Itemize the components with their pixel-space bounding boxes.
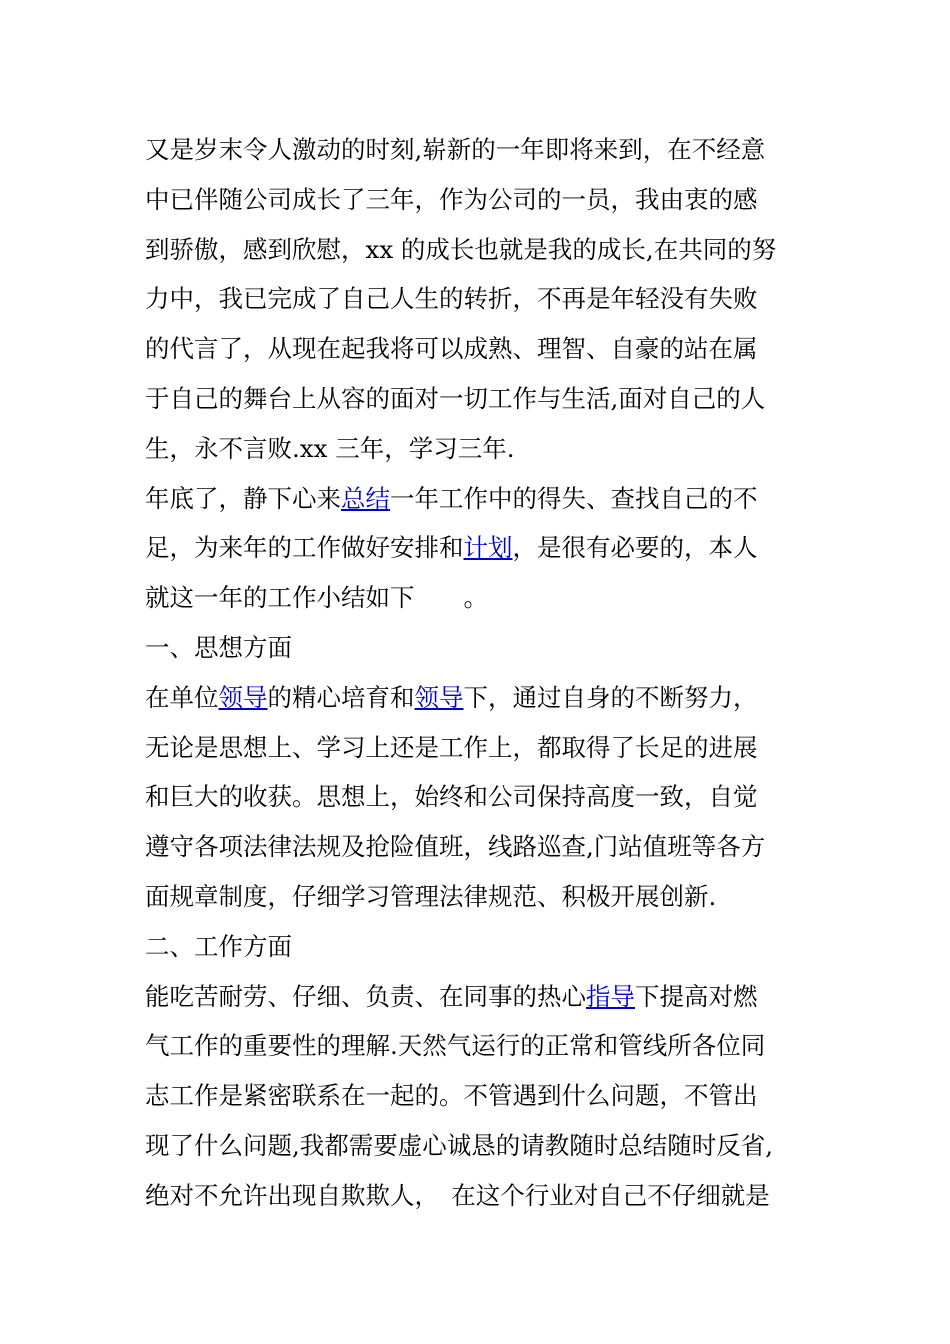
text-line bbox=[145, 772, 815, 822]
text-segment: 能吃苦耐劳、仔细、负责、在同事的热心 bbox=[145, 981, 586, 1011]
inline-link[interactable]: 计划 bbox=[463, 533, 513, 563]
text-segment: 现了什么问题,我都需要虚心诚恳的请教随时总结随时反省, bbox=[145, 1130, 774, 1160]
inline-link[interactable]: 指导 bbox=[586, 981, 635, 1011]
text-line bbox=[145, 523, 815, 573]
text-line bbox=[145, 1071, 815, 1121]
text-segment: 的代言了，从现在起我将可以成熟、理智、自豪的站在属 bbox=[145, 334, 758, 364]
text-segment: 又是岁末令人激动的时刻,崭新的一年即将来到，在不经意 bbox=[145, 135, 766, 164]
text-line bbox=[145, 125, 815, 175]
inline-link[interactable]: 领导 bbox=[414, 682, 464, 712]
text-segment: 绝对不允许出现自欺欺人， 在这个行业对自己不仔细就是 bbox=[145, 1180, 770, 1210]
text-line bbox=[145, 324, 815, 374]
text-line bbox=[145, 1121, 815, 1171]
text-segment: 无论是思想上、学习上还是工作上，都取得了长足的进展 bbox=[145, 732, 758, 762]
text-line bbox=[145, 972, 815, 1022]
text-segment: ，是很有必要的，本人 bbox=[512, 533, 758, 563]
text-segment: 年底了，静下心来 bbox=[145, 483, 341, 513]
text-line bbox=[145, 1021, 815, 1071]
text-segment: 面规章制度，仔细学习管理法律规范、积极开展创新. bbox=[145, 881, 717, 911]
text-segment: 一年工作中的得失、查找自己的不 bbox=[390, 483, 758, 513]
text-segment: 在单位 bbox=[145, 682, 219, 712]
text-segment: 力中，我已完成了自己人生的转折，不再是年轻没有失败 bbox=[145, 284, 758, 314]
document-body bbox=[145, 125, 815, 1221]
text-segment: 二、工作方面 bbox=[145, 931, 292, 961]
text-line bbox=[145, 723, 815, 773]
text-line bbox=[145, 225, 815, 275]
text-line bbox=[145, 573, 815, 623]
text-segment: 于自己的舞台上从容的面对一切工作与生活,面对自己的人 bbox=[145, 383, 766, 413]
text-segment: 和巨大的收获。思想上，始终和公司保持高度一致，自觉 bbox=[145, 782, 758, 812]
text-segment: 志工作是紧密联系在一起的。不管遇到什么问题，不管出 bbox=[145, 1081, 758, 1111]
text-line bbox=[145, 424, 815, 474]
inline-link[interactable]: 领导 bbox=[218, 682, 268, 712]
text-segment: 就这一年的工作小结如下 。 bbox=[145, 583, 488, 613]
text-segment: 足，为来年的工作做好安排和 bbox=[145, 533, 464, 563]
text-line bbox=[145, 822, 815, 872]
text-line bbox=[145, 1171, 815, 1221]
text-line bbox=[145, 474, 815, 524]
text-line bbox=[145, 922, 815, 972]
text-line bbox=[145, 872, 815, 922]
inline-link[interactable]: 总结 bbox=[341, 483, 390, 513]
text-segment: 下，通过自身的不断努力， bbox=[463, 682, 758, 712]
text-line bbox=[145, 673, 815, 723]
text-segment: 遵守各项法律法规及抢险值班，线路巡查,门站值班等各方 bbox=[145, 832, 766, 862]
text-segment: 下提高对燃 bbox=[635, 981, 758, 1011]
text-line bbox=[145, 623, 815, 673]
text-segment: 气工作的重要性的理解.天然气运行的正常和管线所各位同 bbox=[145, 1031, 766, 1061]
text-segment: 到骄傲，感到欣慰，xx 的成长也就是我的成长,在共同的努 bbox=[145, 234, 777, 264]
text-segment: 的精心培育和 bbox=[267, 682, 415, 712]
text-segment: 生，永不言败.xx 三年，学习三年. bbox=[145, 433, 515, 463]
text-line bbox=[145, 175, 815, 225]
text-segment: 中已伴随公司成长了三年，作为公司的一员，我由衷的感 bbox=[145, 184, 758, 214]
text-line bbox=[145, 274, 815, 324]
text-segment: 一、思想方面 bbox=[145, 632, 292, 662]
text-line bbox=[145, 374, 815, 424]
